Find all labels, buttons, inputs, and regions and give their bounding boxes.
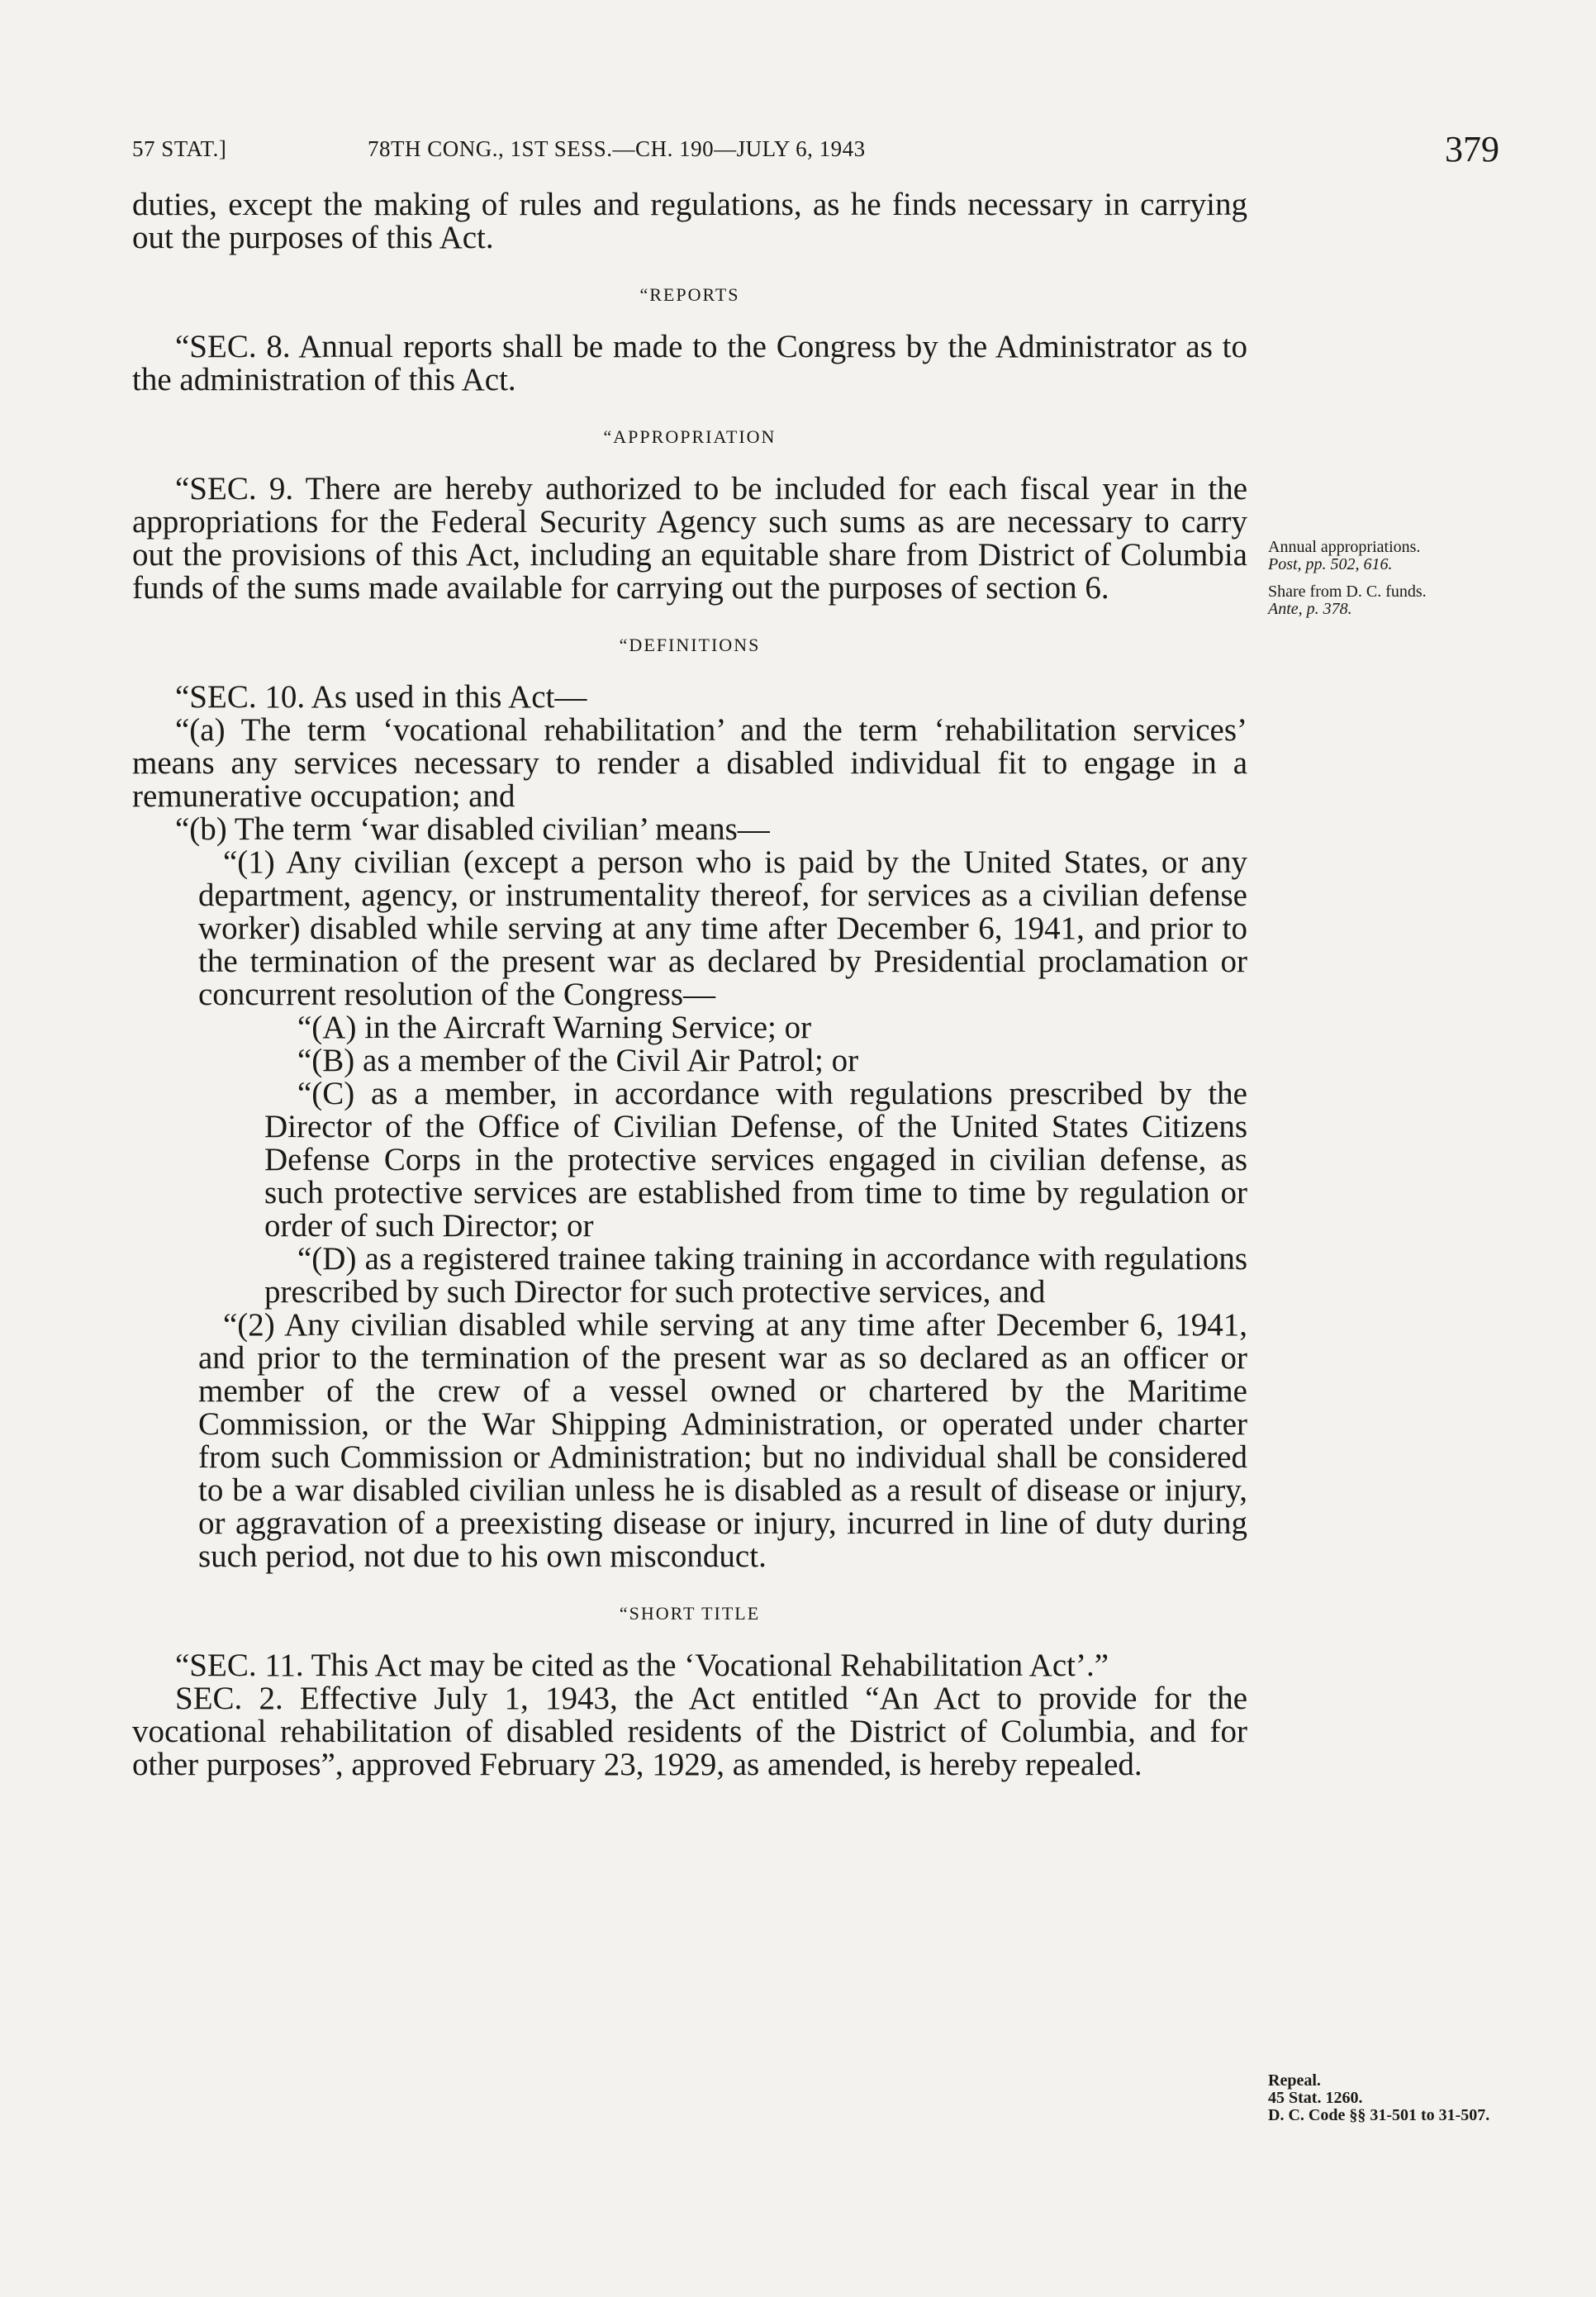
- margin-repeal: Repeal.: [1268, 2071, 1321, 2090]
- running-header: [132, 128, 1503, 178]
- definition-b1: “(1) Any civilian (except a person who is paid by the United States, or any department, agency, or instrumentality thereof, for services as a civilian defense worker) disabled while serving at any time after December 6, 1941, and prior to the termination of the present war as declared by Presidential proclamation or concurrent resolution of the Congress—: [198, 844, 1247, 1012]
- sec10-paragraph: “SEC. 10. As used in this Act—: [175, 679, 587, 715]
- margin-stat: 45 Stat. 1260.: [1268, 2089, 1363, 2107]
- sec2-paragraph: SEC. 2. Effective July 1, 1943, the Act entitled “An Act to provide for the vocational rehabilitation of disabled residents of the District of Columbia, and for other purposes”, approved February 23, 1929, as amended, is hereby repealed.: [132, 1681, 1247, 1782]
- definition-A: “(A) in the Aircraft Warning Service; or: [297, 1010, 812, 1045]
- sec9-paragraph: “SEC. 9. There are hereby authorized to be included for each fiscal year in the appropriations for the Federal Security Agency such sums as are necessary to carry out the provisions of this Act, including an equitable share from District of Columbia funds of the sums made available for carrying out the purposes of section 6.: [132, 471, 1247, 606]
- margin-share: Share from D. C. funds.: [1268, 583, 1427, 601]
- sec11-paragraph: “SEC. 11. This Act may be cited as the ‘Vocational Rehabilitation Act’.”: [175, 1648, 1109, 1683]
- margin-ante-ref: Ante, p. 378.: [1268, 600, 1352, 618]
- margin-note-annual-appropriations: [1268, 539, 1516, 618]
- intro-paragraph: duties, except the making of rules and regulations, as he finds necessary in carrying out the purposes of this Act.: [132, 187, 1247, 255]
- definition-C: “(C) as a member, in accordance with regulations prescribed by the Director of the Office of Civilian Defense, of the United States Citizens Defense Corps in the protective services engaged in civilian defense, as such protective services are established from time to time by regulation or order of such Director; or: [264, 1076, 1247, 1244]
- main-text: [132, 188, 1247, 1781]
- margin-post-ref: Post, pp. 502, 616.: [1268, 555, 1393, 573]
- short-title-heading: “SHORT TITLE: [619, 1603, 761, 1624]
- definition-D: “(D) as a registered trainee taking training in accordance with regulations prescribed by such Director for such protective services, and: [264, 1241, 1247, 1310]
- reports-heading: “REPORTS: [639, 284, 740, 305]
- definitions-heading: “DEFINITIONS: [619, 635, 761, 655]
- definition-a: “(a) The term ‘vocational rehabilitation’ and the term ‘rehabilitation services’ means any services necessary to render a disabled individual fit to engage in a remunerative occupation; and: [132, 712, 1247, 814]
- volume-reference: 57 STAT.]: [132, 136, 227, 161]
- definition-b2: “(2) Any civilian disabled while serving at any time after December 6, 1941, and prior to the termination of the present war as so declared as an officer or member of the crew of a vessel owned or chartered by the Maritime Commission, or the War Shipping Administration, or operated under charter from such Commission or Administration; but no individual shall be considered to be a war disabled civilian unless he is disabled as a result of disease or injury, or aggravation of a preexisting disease or injury, incurred in line of duty during such period, not due to his own misconduct.: [198, 1307, 1247, 1574]
- appropriation-heading: “APPROPRIATION: [603, 426, 777, 447]
- definition-B: “(B) as a member of the Civil Air Patrol; or: [297, 1043, 859, 1078]
- margin-note-repeal: [1268, 2072, 1516, 2124]
- definition-b: “(b) The term ‘war disabled civilian’ means—: [175, 811, 770, 847]
- session-reference: 78TH CONG., 1ST SESS.—CH. 190—JULY 6, 1943: [368, 136, 866, 161]
- sec8-paragraph: “SEC. 8. Annual reports shall be made to the Congress by the Administrator as to the administration of this Act.: [132, 329, 1247, 397]
- margin-annual: Annual appropriations.: [1268, 538, 1421, 556]
- page-number: 379: [1445, 129, 1499, 169]
- margin-dc-code: D. C. Code §§ 31-501 to 31-507.: [1268, 2106, 1490, 2124]
